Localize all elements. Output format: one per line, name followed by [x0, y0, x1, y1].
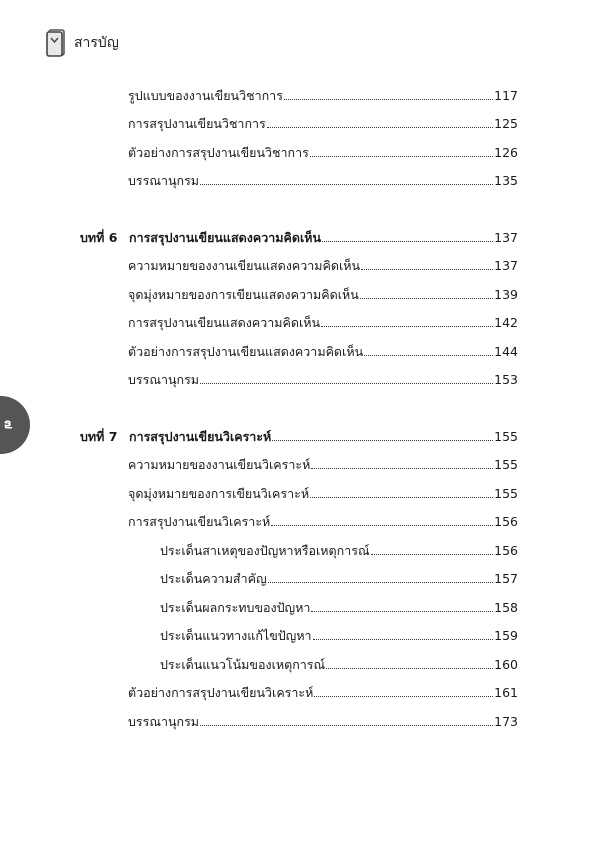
chapter-page: 137 [494, 230, 518, 245]
leader-dots [200, 171, 493, 185]
toc-entry-title: ประเด็นความสำคัญ [160, 571, 267, 586]
toc-entry-page: 117 [494, 88, 518, 103]
toc-entry-title: ตัวอย่างการสรุปงานเขียนแสดงความคิดเห็น [128, 344, 364, 359]
leader-dots [310, 143, 493, 157]
page-title: สารบัญ [74, 35, 119, 51]
toc-entry-title: การสรุปงานเขียนแสดงความคิดเห็น [128, 315, 321, 330]
toc-entry-page: 156 [494, 543, 518, 558]
toc-entry-page: 160 [494, 657, 518, 672]
toc-subentry[interactable] [160, 655, 518, 673]
toc-entry-title: ตัวอย่างการสรุปงานเขียนวิเคราะห์ [128, 685, 314, 700]
toc-subentry[interactable] [160, 569, 518, 587]
toc-entry-page: 153 [494, 372, 518, 387]
leader-dots [360, 285, 493, 299]
leader-dots [364, 342, 493, 356]
toc-entry[interactable] [128, 114, 518, 132]
leader-dots [200, 712, 493, 726]
toc-entry-title: การสรุปงานเขียนวิชาการ [128, 116, 266, 131]
toc-entry-title: จุดมุ่งหมายของการเขียนแสดงความคิดเห็น [128, 287, 359, 302]
chapter-page: 155 [494, 429, 518, 444]
toc-entry-page: 125 [494, 116, 518, 131]
toc-entry[interactable] [128, 313, 518, 331]
leader-dots [311, 598, 493, 612]
toc-entry-page: 158 [494, 600, 518, 615]
leader-dots [310, 484, 493, 498]
toc-entry-title: ตัวอย่างการสรุปงานเขียนวิชาการ [128, 145, 309, 160]
side-tab-label: ๗ [2, 419, 17, 430]
toc-subentry[interactable] [160, 598, 518, 616]
toc-entry[interactable] [128, 683, 518, 701]
toc-entry[interactable] [128, 86, 518, 104]
toc-entry-page: 137 [494, 258, 518, 273]
leader-dots [268, 569, 494, 583]
toc-entry-title: รูปแบบของงานเขียนวิชาการ [128, 88, 283, 103]
chapter-side-tab [0, 396, 30, 454]
toc-entry-title: บรรณานุกรม [128, 173, 200, 188]
toc-entry[interactable] [128, 455, 518, 473]
toc-entry-title: ประเด็นผลกระทบของปัญหา [160, 600, 311, 615]
toc-entry-title: ประเด็นแนวโน้มของเหตุการณ์ [160, 657, 326, 672]
toc-entry-page: 142 [494, 315, 518, 330]
toc-entry-page: 155 [494, 457, 518, 472]
page-header [46, 26, 119, 60]
leader-dots [321, 313, 493, 327]
leader-dots [322, 228, 493, 242]
toc-entry[interactable] [128, 712, 518, 730]
toc-entry-page: 159 [494, 628, 518, 643]
toc-subentry[interactable] [160, 626, 518, 644]
leader-dots [313, 626, 494, 640]
toc-entry[interactable] [128, 370, 518, 388]
toc-entry-title: ประเด็นสาเหตุของปัญหาหรือเหตุการณ์ [160, 543, 370, 558]
toc-entry[interactable] [128, 512, 518, 530]
leader-dots [371, 541, 494, 555]
toc-entry[interactable] [128, 285, 518, 303]
chapter-number: บทที่ 6 [80, 230, 118, 245]
toc-entry-title: บรรณานุกรม [128, 714, 200, 729]
book-icon [46, 29, 66, 57]
toc-entry-page: 139 [494, 287, 518, 302]
toc-entry[interactable] [128, 171, 518, 189]
toc-entry-title: การสรุปงานเขียนวิเคราะห์ [128, 514, 271, 529]
toc-chapter-7[interactable] [80, 427, 518, 445]
toc-entry-page: 161 [494, 685, 518, 700]
leader-dots [271, 512, 493, 526]
leader-dots [284, 86, 493, 100]
toc-entry-page: 135 [494, 173, 518, 188]
leader-dots [361, 256, 493, 270]
leader-dots [326, 655, 493, 669]
toc-entry-title: จุดมุ่งหมายของการเขียนวิเคราะห์ [128, 486, 310, 501]
toc-entry-title: ประเด็นแนวทางแก้ไขปัญหา [160, 628, 312, 643]
toc-entry[interactable] [128, 342, 518, 360]
toc-entry[interactable] [128, 143, 518, 161]
chapter-title: การสรุปงานเขียนแสดงความคิดเห็น [129, 230, 322, 245]
leader-dots [314, 683, 493, 697]
toc-entry-page: 156 [494, 514, 518, 529]
toc-subentry[interactable] [160, 541, 518, 559]
toc-entry[interactable] [128, 256, 518, 274]
toc-entry[interactable] [128, 484, 518, 502]
toc-entry-page: 157 [494, 571, 518, 586]
toc-entry-title: ความหมายของงานเขียนแสดงความคิดเห็น [128, 258, 361, 273]
toc-entry-page: 144 [494, 344, 518, 359]
toc-entry-page: 155 [494, 486, 518, 501]
toc-entry-page: 173 [494, 714, 518, 729]
chapter-title: การสรุปงานเขียนวิเคราะห์ [129, 429, 272, 444]
toc-entry-title: บรรณานุกรม [128, 372, 200, 387]
toc-chapter-6[interactable] [80, 228, 518, 246]
toc-entry-page: 126 [494, 145, 518, 160]
leader-dots [200, 370, 493, 384]
leader-dots [311, 455, 493, 469]
chapter-number: บทที่ 7 [80, 429, 118, 444]
leader-dots [267, 114, 493, 128]
toc-entry-title: ความหมายของงานเขียนวิเคราะห์ [128, 457, 311, 472]
leader-dots [272, 427, 493, 441]
